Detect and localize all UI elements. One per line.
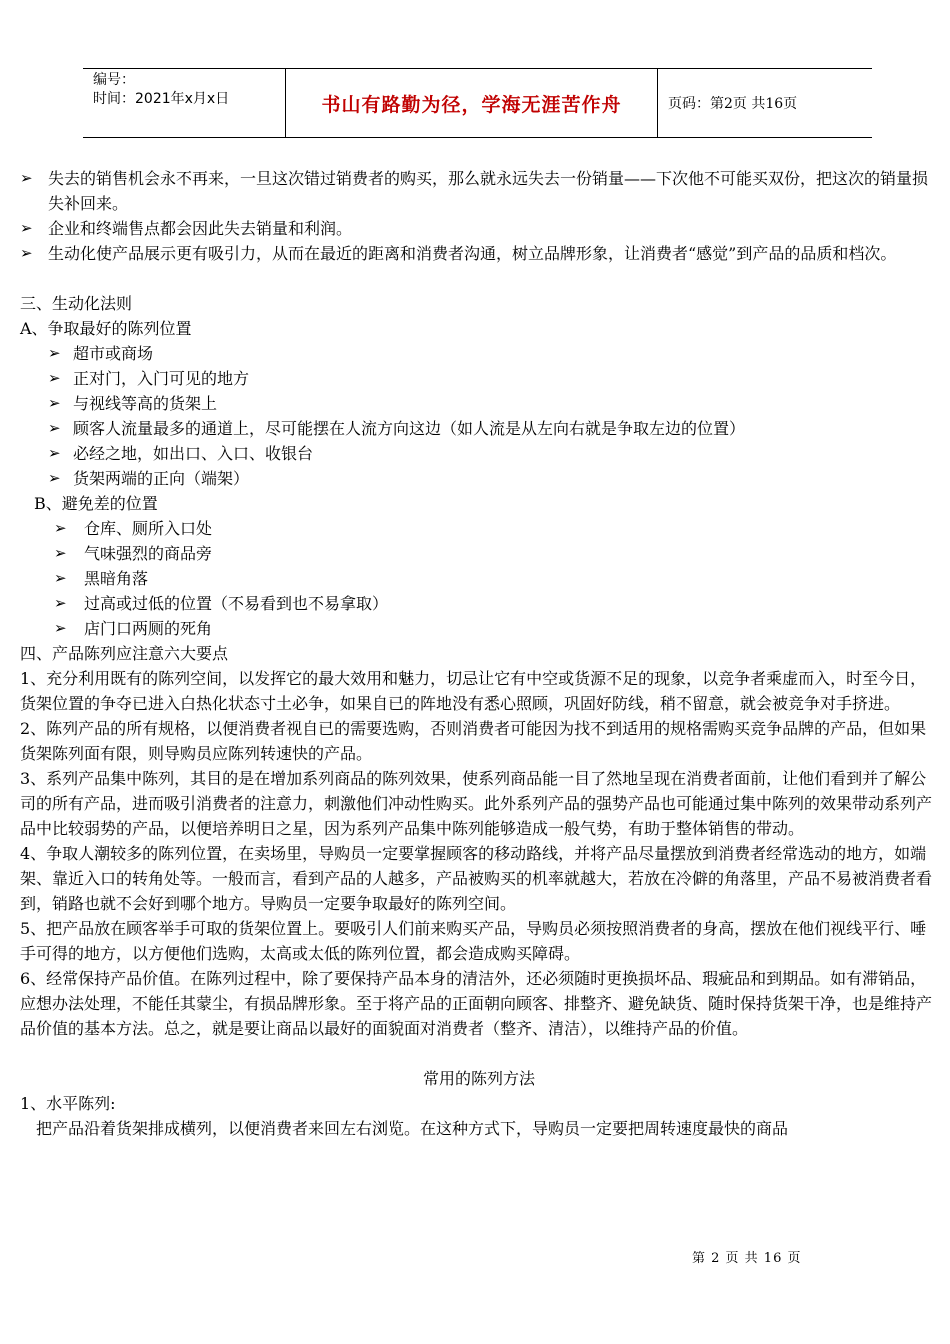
list-item: ➢ 超市或商场 [20, 341, 938, 366]
arrow-bullet-icon: ➢ [48, 369, 61, 387]
arrow-bullet-icon: ➢ [20, 169, 33, 187]
paragraph: 4、争取人潮较多的陈列位置，在卖场里，导购员一定要掌握顾客的移动路线，并将产品尽量摆放到消费者经常选动的地方，如端架、靠近入口的转角处等。一般而言，看到产品的人越多，产品被购买的机率就越大，若放在冷僻的角落里，产品不易被消费者看到，销路也就不会好到哪个地方。导购员一定要争取最好的陈列空间。 [20, 844, 933, 913]
list-item: ➢ 货架两端的正向（端架） [20, 466, 938, 491]
list-item: ➢ 气味强烈的商品旁 [20, 541, 938, 566]
arrow-bullet-icon: ➢ [54, 594, 67, 612]
arrow-bullet-icon: ➢ [48, 444, 61, 462]
arrow-bullet-icon: ➢ [20, 244, 33, 262]
list-item: ➢ 失去的销售机会永不再来，一旦这次错过销费者的购买，那么就永远失去一份销量——下次他不可能买双份，把这次的销量损失补回来。 [20, 166, 938, 216]
list-item: ➢ 仓库、厕所入口处 [20, 516, 938, 541]
arrow-bullet-icon: ➢ [48, 469, 61, 487]
header-meta [83, 69, 285, 137]
page-header [83, 68, 872, 138]
arrow-bullet-icon: ➢ [48, 394, 61, 412]
paragraph: 6、经常保持产品价值。在陈列过程中，除了要保持产品本身的清洁外，还必须随时更换损坏品、瑕疵品和到期品。如有滞销品，应想办法处理，不能任其蒙尘，有损品牌形象。至于将产品的正面朝向顾客、排整齐、避免缺货、随时保持货架干净，也是维持产品价值的基本方法。总之，就是要让商品以最好的面貌面对消费者（整齐、清洁），以维持产品的价值。 [20, 969, 933, 1038]
arrow-bullet-icon: ➢ [54, 569, 67, 587]
list-item: ➢ 正对门，入门可见的地方 [20, 366, 938, 391]
number-label: 编号： [93, 72, 135, 88]
page-footer: 第 2 页 共 16 页 [692, 1251, 802, 1266]
subsection-heading: A、争取最好的陈列位置 [20, 319, 192, 338]
arrow-bullet-icon: ➢ [54, 544, 67, 562]
document-body [20, 166, 938, 1141]
section-heading: 常用的陈列方法 [422, 1069, 535, 1088]
arrow-bullet-icon: ➢ [20, 219, 33, 237]
paragraph: 1、充分利用既有的陈列空间，以发挥它的最大效用和魅力，切忌让它有中空或货源不足的现象，以竞争者乘虚而入，时至今日，货架位置的争夺已进入白热化状态寸土必争，如果自已的阵地没有悉心照顾，巩固好防线，稍不留意，就会被竞争对手挤进。 [20, 669, 927, 713]
list-item: ➢ 与视线等高的货架上 [20, 391, 938, 416]
list-item: ➢ 顾客人流量最多的通道上，尽可能摆在人流方向这边（如人流是从左向右就是争取左边的位置） [20, 416, 938, 441]
list-item: ➢ 过高或过低的位置（不易看到也不易拿取） [20, 591, 938, 616]
arrow-bullet-icon: ➢ [48, 344, 61, 362]
header-motto: 书山有路勤为径，学海无涯苦作舟 [285, 69, 658, 137]
list-item: ➢ 企业和终端售点都会因此失去销量和利润。 [20, 216, 938, 241]
paragraph: 3、系列产品集中陈列，其目的是在增加系列商品的陈列效果，使系列商品能一目了然地呈现在消费者面前，让他们看到并了解公司的所有产品，进而吸引消费者的注意力，刺激他们冲动性购买。此外系列产品的强势产品也可能通过集中陈列的效果带动系列产品中比较弱势的产品，以便培养明日之星，因为系列产品集中陈列能够造成一般气势，有助于整体销售的带动。 [20, 769, 933, 838]
arrow-bullet-icon: ➢ [54, 619, 67, 637]
section-heading: 三、生动化法则 [20, 294, 133, 313]
list-item: ➢ 生动化使产品展示更有吸引力，从而在最近的距离和消费者沟通，树立品牌形象，让消费者“感觉”到产品的品质和档次。 [20, 241, 938, 266]
subsection-heading: 1、水平陈列: [20, 1094, 116, 1113]
subsection-heading: B、避免差的位置 [34, 494, 158, 513]
paragraph: 把产品沿着货架排成横列，以便消费者来回左右浏览。在这种方式下，导购员一定要把周转速度最快的商品 [36, 1119, 789, 1138]
arrow-bullet-icon: ➢ [48, 419, 61, 437]
list-item: ➢ 黑暗角落 [20, 566, 938, 591]
section-heading: 四、产品陈列应注意六大要点 [20, 644, 229, 663]
date-label: 时间：2021年x月x日 [93, 91, 230, 107]
list-item: ➢ 店门口两厕的死角 [20, 616, 938, 641]
paragraph: 2、陈列产品的所有规格，以便消费者视自已的需要选购，否则消费者可能因为找不到适用的规格需购买竞争品牌的产品，但如果货架陈列面有限，则导购员应陈列转速快的产品。 [20, 719, 927, 763]
list-item: ➢ 必经之地，如出口、入口、收银台 [20, 441, 938, 466]
header-page-label: 页码：第2页 共16页 [668, 96, 798, 112]
paragraph: 5、把产品放在顾客举手可取的货架位置上。要吸引人们前来购买产品，导购员必须按照消费者的身高，摆放在他们视线平行、唾手可得的地方，以方便他们选购，太高或太低的陈列位置，都会造成购买障碍。 [20, 919, 927, 963]
arrow-bullet-icon: ➢ [54, 519, 67, 537]
